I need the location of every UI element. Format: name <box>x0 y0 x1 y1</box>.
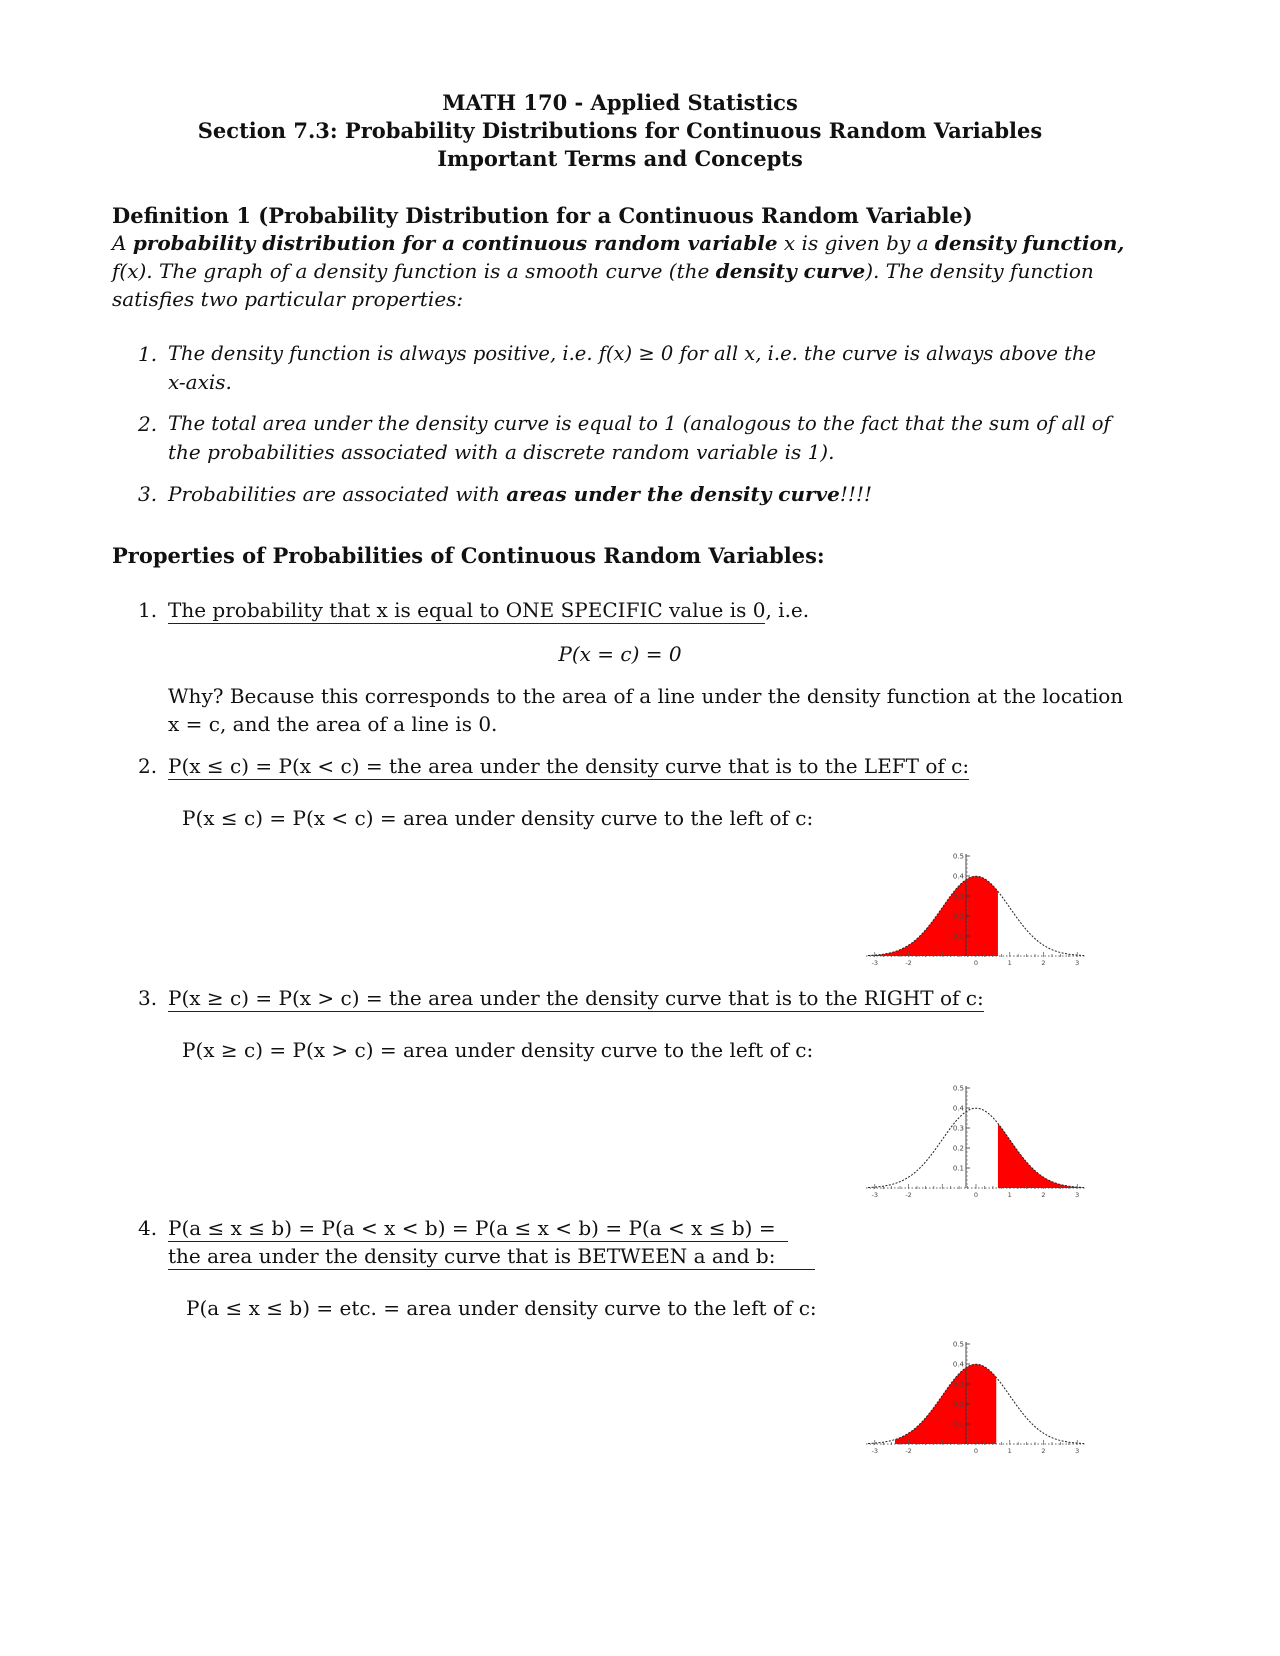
x-tick-label: -3 <box>871 1191 878 1199</box>
y-tick-label: 0.4 <box>952 1104 964 1113</box>
prop-3-number: 3. <box>138 986 158 1010</box>
definition-line-2: f(x). The graph of a density function is a smooth curve (the density curve). The density function <box>112 259 1094 283</box>
section-title: Section 7.3: Probability Distributions for Continuous Random Variables <box>197 118 1043 143</box>
y-tick-label: 0.3 <box>952 892 964 901</box>
y-tick-label: 0.2 <box>952 1144 964 1153</box>
definition-line-3: satisfies two particular properties: <box>112 287 464 311</box>
x-tick-label: 2 <box>1041 1191 1046 1199</box>
shaded-area <box>868 876 998 956</box>
def-item-2-line-2: the probabilities associated with a discrete random variable is 1). <box>168 440 835 464</box>
y-tick-label: 0.4 <box>952 1360 964 1369</box>
y-tick-label: 0.4 <box>952 872 964 881</box>
prop-4-statement-line-2: the area under the density curve that is BETWEEN a and b: <box>168 1244 815 1268</box>
y-tick-label: 0.2 <box>952 1400 964 1409</box>
shaded-area <box>895 1364 996 1444</box>
x-tick-label: 1 <box>1007 1191 1012 1199</box>
def-item-3-line: Probabilities are associated with areas under the density curve!!!! <box>168 482 873 506</box>
prop-2-number: 2. <box>138 754 158 778</box>
x-tick-label: 0 <box>973 1191 979 1199</box>
y-tick-label: 0.5 <box>952 852 964 861</box>
x-tick-label: -3 <box>871 1447 878 1455</box>
prop-1-why-line-1: Why? Because this corresponds to the area of a line under the density function at the location <box>168 684 1124 708</box>
shaded-area <box>998 1123 1084 1188</box>
normal-curve-right-shaded-figure <box>862 1080 1092 1205</box>
prop-2-statement: P(x ≤ c) = P(x < c) = the area under the density curve that is to the LEFT of c: <box>168 754 970 778</box>
x-tick-label: 3 <box>1075 1447 1080 1455</box>
y-tick-label: 0.5 <box>952 1340 964 1349</box>
def-item-1-line-1: The density function is always positive, i.e. f(x) ≥ 0 for all x, i.e. the curve is always above the <box>168 342 1097 365</box>
y-tick-label: 0.3 <box>952 1124 964 1133</box>
prop-4-number: 4. <box>138 1216 158 1240</box>
definition-title: Definition 1 (Probability Distribution for a Continuous Random Variable) <box>112 203 973 228</box>
x-tick-label: 0 <box>973 1447 979 1455</box>
course-title: MATH 170 - Applied Statistics <box>442 90 798 115</box>
prop-4-statement-line-1: P(a ≤ x ≤ b) = P(a < x < b) = P(a ≤ x < b) = P(a < x ≤ b) = <box>168 1216 788 1240</box>
y-tick-label: 0.3 <box>952 1380 964 1389</box>
prop-3-formula: P(x ≥ c) = P(x > c) = area under density curve to the left of c: <box>182 1038 814 1062</box>
x-tick-label: 2 <box>1041 959 1046 967</box>
prop-1-statement: The probability that x is equal to ONE SPECIFIC value is 0, i.e. <box>168 598 810 622</box>
y-tick-label: 0.1 <box>952 1164 964 1173</box>
def-item-3-number: 3. <box>138 482 158 506</box>
y-tick-label: 0.1 <box>952 932 964 941</box>
x-tick-label: 2 <box>1041 1447 1046 1455</box>
y-tick-label: 0.5 <box>952 1084 964 1093</box>
normal-curve-between-shaded-figure <box>862 1336 1092 1461</box>
x-tick-label: 1 <box>1007 1447 1012 1455</box>
density-curve <box>868 1108 1084 1187</box>
prop-1-formula: P(x = c) = 0 <box>558 642 682 666</box>
def-item-2-number: 2. <box>138 412 158 436</box>
y-tick-label: 0.1 <box>952 1420 964 1429</box>
x-tick-label: -2 <box>905 1447 912 1455</box>
x-tick-label: -2 <box>905 1191 912 1199</box>
x-tick-label: 1 <box>1007 959 1012 967</box>
y-tick-label: 0.2 <box>952 912 964 921</box>
def-item-2-line-1: The total area under the density curve is equal to 1 (analogous to the fact that the sum of all of <box>168 412 1111 435</box>
x-tick-label: 3 <box>1075 959 1080 967</box>
x-tick-label: 0 <box>973 959 979 967</box>
prop-1-number: 1. <box>138 598 158 622</box>
prop-3-statement: P(x ≥ c) = P(x > c) = the area under the density curve that is to the RIGHT of c: <box>168 986 984 1010</box>
prop-4-formula: P(a ≤ x ≤ b) = etc. = area under density curve to the left of c: <box>186 1296 817 1320</box>
prop-2-formula: P(x ≤ c) = P(x < c) = area under density curve to the left of c: <box>182 806 814 830</box>
def-item-1-number: 1. <box>138 342 158 366</box>
definition-line-1: A probability distribution for a continuous random variable x is given by a density function, <box>112 231 1125 255</box>
normal-curve-left-shaded-figure <box>862 848 1092 973</box>
prop-1-why-line-2: x = c, and the area of a line is 0. <box>168 712 498 736</box>
x-tick-label: -2 <box>905 959 912 967</box>
subtitle: Important Terms and Concepts <box>437 146 803 171</box>
x-tick-label: 3 <box>1075 1191 1080 1199</box>
x-tick-label: -3 <box>871 959 878 967</box>
def-item-1-line-2: x-axis. <box>168 370 232 394</box>
properties-title: Properties of Probabilities of Continuous Random Variables: <box>112 543 825 568</box>
